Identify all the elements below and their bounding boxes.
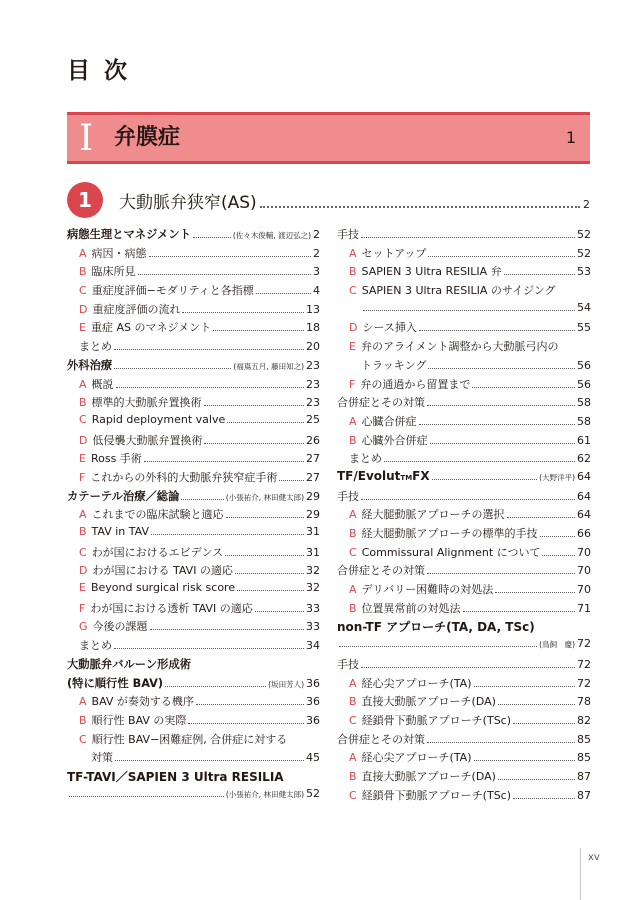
toc-entry[interactable]	[67, 282, 320, 301]
toc-entry-page: 36	[306, 713, 320, 727]
toc-entry-letter: F	[79, 470, 86, 484]
toc-entry[interactable]	[67, 432, 320, 451]
toc-entry-title: 経鎖骨下動脈アプローチ(TSc)	[361, 788, 512, 802]
toc-entry-page: 85	[577, 751, 591, 765]
toc-entry-letter: E	[79, 581, 86, 595]
toc-entry-author: (坂田芳人)	[268, 679, 304, 689]
toc-entry[interactable]	[337, 525, 591, 544]
toc-entry-title: 臨床所見	[91, 265, 136, 279]
toc-leader-dots	[361, 237, 575, 238]
toc-entry-title: わが国におけるエビデンス	[91, 545, 224, 559]
toc-entry[interactable]	[337, 338, 591, 357]
toc-entry-page: 29	[306, 489, 320, 503]
toc-entry-page: 23	[306, 358, 320, 372]
toc-entry-title: わが国における TAVI の適応	[92, 564, 233, 578]
toc-entry-page: 13	[306, 302, 320, 316]
toc-leader-dots	[495, 592, 575, 593]
toc-entry-title: まとめ	[79, 639, 112, 653]
toc-entry-title: セットアップ	[361, 246, 427, 260]
toc-entry-title: SAPIEN 3 Ultra RESILIA 弁	[361, 265, 502, 279]
toc-entry-page: 32	[306, 581, 320, 595]
toc-entry-title: これまでの臨床試験と適応	[91, 508, 224, 522]
toc-entry-title: まとめ	[349, 452, 382, 466]
toc-leader-dots	[115, 760, 304, 761]
toc-leader-dots	[542, 555, 575, 556]
toc-entry[interactable]	[67, 450, 320, 469]
toc-leader-dots	[384, 461, 575, 462]
toc-entry-title: 手技	[337, 489, 359, 503]
toc-entry[interactable]	[67, 675, 320, 694]
toc-entry-page: 71	[577, 601, 591, 615]
toc-leader-dots	[419, 330, 575, 331]
toc-entry[interactable]	[67, 600, 320, 619]
toc-entry[interactable]	[67, 394, 320, 413]
toc-entry-title: Ross 手術	[90, 452, 142, 466]
toc-entry-author: (佐々木俊輔, 渡辺弘之)	[232, 231, 311, 240]
toc-entry[interactable]	[67, 245, 320, 264]
toc-entry-page: 56	[577, 358, 591, 372]
toc-entry[interactable]	[67, 376, 320, 395]
toc-entry-page: 52	[577, 246, 591, 260]
toc-leader-dots	[165, 686, 266, 687]
toc-entry-page: 64	[577, 508, 591, 522]
toc-entry-title: 病態生理とマネジメント	[67, 228, 191, 241]
toc-leader-dots	[432, 479, 538, 480]
toc-leader-dots	[540, 536, 575, 537]
toc-entry[interactable]	[337, 618, 591, 637]
toc-entry-title: 順行性 BAV−困難症例, 合併症に対する	[91, 732, 288, 746]
toc-entry-title: 経心尖アプローチ(TA)	[361, 751, 472, 765]
toc-entry-title: 経心尖アプローチ(TA)	[361, 676, 472, 690]
toc-entry-letter: C	[349, 284, 357, 298]
chapter-page-number: 2	[583, 198, 590, 211]
toc-leader-dots	[225, 555, 304, 556]
toc-entry-title: シース挿入	[362, 321, 417, 335]
toc-entry-title: 心臓外合併症	[361, 433, 428, 447]
toc-entry-title: 直接大動脈アプローチ(DA)	[361, 769, 496, 783]
toc-entry[interactable]	[337, 413, 591, 432]
toc-leader-dots	[114, 368, 231, 369]
toc-entry-letter: C	[79, 545, 87, 559]
toc-entry-title: 手技	[337, 228, 359, 241]
toc-entry-title: 今後の課題	[92, 620, 148, 634]
toc-leader-dots	[116, 387, 304, 388]
toc-entry[interactable]	[337, 637, 591, 656]
toc-entry-title: Beyond surgical risk score	[90, 581, 236, 595]
chapter-heading	[67, 182, 590, 218]
toc-leader-dots	[150, 629, 304, 630]
toc-entry-letter: G	[79, 620, 88, 634]
toc-leader-dots	[256, 293, 311, 294]
toc-entry-title: 重症度評価の流れ	[92, 302, 181, 316]
toc-entry-title: まとめ	[79, 340, 112, 354]
toc-entry-page: 52	[306, 786, 320, 800]
toc-entry-page: 64	[577, 469, 591, 483]
toc-entry-letter: B	[349, 769, 357, 783]
toc-entry-letter: A	[79, 508, 87, 522]
toc-entry-page: 58	[577, 396, 591, 410]
toc-entry-author: (小張祐介, 林田健太郎)	[225, 789, 304, 799]
toc-entry-letter: B	[79, 525, 87, 538]
toc-entry-page: 20	[306, 340, 320, 354]
toc-entry-title: 経鎖骨下動脈アプローチ(TSc)	[361, 713, 512, 727]
toc-entry[interactable]	[67, 357, 320, 376]
toc-left-column	[67, 226, 320, 805]
toc-entry-title: (特に順行性 BAV)	[67, 676, 164, 690]
toc-leader-dots	[227, 422, 304, 423]
toc-leader-dots	[237, 590, 304, 591]
toc-entry-letter: C	[79, 412, 87, 426]
toc-entry-title: Rapid deployment valve	[91, 412, 226, 426]
toc-entry[interactable]	[67, 637, 320, 656]
toc-entry-letter: B	[349, 695, 357, 709]
toc-entry-letter: A	[349, 751, 357, 765]
toc-entry-title: TF-TAVI／SAPIEN 3 Ultra RESILIA	[67, 769, 284, 784]
toc-entry-letter: A	[349, 676, 357, 690]
toc-entry-title: デリバリー困難時の対処法	[361, 583, 494, 597]
toc-entry[interactable]	[67, 693, 320, 712]
toc-entry-page: 23	[306, 377, 320, 391]
toc-leader-dots	[279, 480, 304, 481]
toc-entry[interactable]	[337, 263, 591, 282]
toc-entry[interactable]	[67, 506, 320, 525]
toc-entry-page: 3	[313, 265, 320, 279]
toc-entry[interactable]	[337, 357, 591, 376]
toc-leader-dots	[226, 517, 304, 518]
toc-entry-title: 病因・病態	[91, 246, 147, 260]
toc-leader-dots	[428, 368, 575, 369]
footer-rule	[580, 848, 581, 900]
toc-leader-dots	[138, 274, 311, 275]
toc-entry[interactable]	[337, 245, 591, 264]
toc-entry-page: 2	[313, 228, 320, 241]
toc-leader-dots	[363, 310, 575, 311]
toc-entry-author: (小張祐介, 林田健太郎)	[225, 492, 304, 502]
toc-leader-dots	[188, 723, 304, 724]
toc-entry-letter: B	[79, 396, 87, 410]
toc-entry[interactable]	[67, 338, 320, 357]
toc-entry[interactable]	[67, 525, 320, 544]
toc-leader-dots	[507, 517, 575, 518]
toc-entry-title: Commissural Alignment について	[361, 545, 541, 559]
toc-entry-letter: D	[79, 564, 88, 578]
toc-entry-page: 70	[577, 583, 591, 597]
toc-entry-title: SAPIEN 3 Ultra RESILIA のサイジング	[361, 284, 556, 298]
toc-entry[interactable]	[337, 282, 591, 301]
toc-entry-title: TF/Evolut	[337, 468, 401, 483]
toc-entry[interactable]	[337, 226, 591, 245]
toc-entry-title: これからの外科的大動脈弁狭窄症手術	[90, 470, 278, 484]
toc-leader-dots	[255, 611, 304, 612]
toc-entry[interactable]	[337, 488, 591, 507]
toc-leader-dots	[69, 796, 224, 797]
toc-entry-page: 55	[577, 321, 591, 335]
toc-entry-title: 対策	[91, 751, 113, 765]
toc-entry[interactable]	[67, 731, 320, 750]
toc-entry-letter: A	[79, 377, 87, 391]
toc-entry-page: 31	[306, 525, 320, 538]
toc-leader-dots	[149, 256, 311, 257]
toc-entry-letter: B	[79, 265, 87, 279]
toc-leader-dots	[474, 686, 575, 687]
toc-entry-author: (福嶌五月, 藤田知之)	[233, 361, 304, 371]
toc-entry-title: 直接大動脈アプローチ(DA)	[361, 695, 496, 709]
toc-leader-dots	[182, 312, 304, 313]
toc-entry[interactable]	[67, 562, 320, 581]
toc-entry-page: 85	[577, 732, 591, 746]
toc-entry-page: 72	[577, 657, 591, 671]
toc-entry-letter: A	[349, 508, 357, 522]
toc-entry-title: わが国における透析 TAVI の適応	[90, 601, 253, 615]
toc-entry-page: 78	[577, 695, 591, 709]
toc-entry-page: 23	[306, 396, 320, 410]
toc-entry-page: 33	[306, 620, 320, 634]
toc-entry[interactable]	[67, 618, 320, 637]
toc-entry-page: 58	[577, 414, 591, 428]
toc-entry-title: 重症 AS のマネジメント	[90, 321, 212, 335]
toc-right-column	[337, 226, 591, 805]
toc-entry-title: 手技	[337, 657, 359, 671]
toc-entry-letter: A	[349, 583, 357, 597]
toc-leader-dots	[193, 237, 231, 238]
toc-entry-page: 72	[577, 676, 591, 690]
toc-entry[interactable]	[67, 544, 320, 563]
toc-entry-title: 経大腿動脈アプローチの選択	[361, 508, 505, 522]
toc-entry-page: 4	[313, 284, 320, 298]
toc-leader-dots	[498, 704, 575, 705]
toc-entry[interactable]	[67, 768, 320, 787]
toc-entry[interactable]	[337, 544, 591, 563]
chapter-number-badge: 1	[67, 182, 103, 218]
part-page-number: 1	[565, 128, 576, 147]
toc-entry[interactable]	[337, 469, 591, 488]
toc-entry-page: 64	[577, 489, 591, 503]
toc-entry[interactable]	[337, 562, 591, 581]
toc-entry-title: 合併症とその対策	[337, 396, 425, 410]
toc-leader-dots	[430, 443, 575, 444]
toc-entry-author: (大野洋平)	[539, 472, 575, 482]
toc-leader-dots	[513, 798, 575, 799]
toc-entry-title: 位置異常前の対処法	[361, 601, 461, 615]
toc-entry[interactable]	[67, 413, 320, 432]
toc-entry[interactable]	[337, 768, 591, 787]
toc-entry-title: 合併症とその対策	[337, 732, 425, 746]
toc-entry-page: 26	[306, 433, 320, 447]
toc-entry[interactable]	[337, 693, 591, 712]
toc-entry-page: 36	[306, 676, 320, 690]
toc-entry-letter: A	[79, 246, 87, 260]
toc-entry-letter: B	[79, 713, 87, 727]
toc-entry-letter: A	[349, 246, 357, 260]
toc-entry-page: 32	[306, 564, 320, 578]
footer-page-number: xv	[588, 852, 600, 863]
toc-entry-title: カテーテル治療／総論	[67, 489, 180, 503]
toc-entry-superscript: TM	[400, 473, 413, 482]
toc-entry-page: 27	[306, 470, 320, 484]
toc-entry-title: 合併症とその対策	[337, 564, 425, 578]
part-banner	[67, 112, 590, 164]
toc-entry[interactable]	[337, 787, 591, 806]
toc-leader-dots	[361, 499, 575, 500]
toc-entry-page: 25	[306, 412, 320, 426]
toc-entry-title: non-TF アプローチ(TA, DA, TSc)	[337, 620, 535, 635]
toc-entry-page: 87	[577, 788, 591, 802]
toc-leader-dots	[504, 274, 575, 275]
toc-leader-dots	[204, 443, 304, 444]
toc-entry[interactable]	[67, 712, 320, 731]
toc-entry[interactable]	[337, 731, 591, 750]
toc-entry[interactable]	[67, 581, 320, 600]
toc-entry-letter: C	[79, 284, 87, 298]
toc-entry-page: 27	[306, 452, 320, 466]
toc-entry-page: 18	[306, 321, 320, 335]
toc-entry[interactable]	[67, 226, 320, 245]
toc-leader-dots	[114, 648, 304, 649]
toc-leader-dots	[204, 405, 304, 406]
chapter-row[interactable]	[119, 188, 590, 213]
toc-entry-page: 36	[306, 695, 320, 709]
toc-leader-dots	[114, 349, 304, 350]
toc-entry-title: 大動脈弁バルーン形成術	[67, 657, 192, 671]
toc-leader-dots	[339, 646, 537, 647]
toc-entry-title: BAV が奏効する機序	[91, 695, 194, 709]
toc-entry[interactable]	[67, 749, 320, 768]
toc-entry-letter: E	[79, 452, 86, 466]
toc-entry-title: 標準的大動脈弁置換術	[91, 396, 202, 410]
toc-entry-page: 70	[577, 545, 591, 559]
toc-entry-letter: B	[349, 265, 357, 279]
toc-entry-letter: A	[349, 414, 357, 428]
toc-entry[interactable]	[337, 675, 591, 694]
toc-entry-page: 52	[577, 228, 591, 241]
toc-entry-letter: E	[349, 340, 356, 354]
toc-leader-dots	[419, 424, 575, 425]
toc-leader-dots	[427, 742, 575, 743]
toc-leader-dots	[213, 330, 304, 331]
toc-entry[interactable]	[67, 656, 320, 675]
toc-entry[interactable]	[67, 469, 320, 488]
toc-entry-page: 33	[306, 601, 320, 615]
toc-entry-title: 順行性 BAV の実際	[91, 713, 187, 727]
page-title: 目 次	[67, 58, 131, 84]
toc-entry-page: 66	[577, 527, 591, 540]
toc-entry-page: 29	[306, 508, 320, 522]
toc-entry-page: 56	[577, 377, 591, 391]
toc-entry[interactable]	[337, 301, 591, 320]
toc-entry-title: トラッキング	[361, 358, 427, 372]
toc-entry[interactable]	[67, 263, 320, 282]
toc-entry[interactable]	[67, 787, 320, 806]
toc-leader-dots	[472, 387, 575, 388]
toc-entry-page: 87	[577, 769, 591, 783]
toc-entry-page: 62	[577, 452, 591, 466]
toc-entry-author: (鳥飼 慶)	[539, 640, 575, 650]
toc-entry[interactable]	[337, 506, 591, 525]
toc-entry-page: 82	[577, 713, 591, 727]
toc-leader-dots	[474, 760, 575, 761]
toc-entry[interactable]	[337, 600, 591, 619]
chapter-title: 大動脈弁狭窄(AS)	[119, 193, 257, 213]
toc-entry[interactable]	[337, 712, 591, 731]
toc-entry-letter: F	[79, 601, 86, 615]
toc-entry-title: 低侵襲大動脈弁置換術	[92, 433, 203, 447]
part-title: 弁膜症	[114, 125, 181, 150]
toc-entry-page: 72	[577, 637, 591, 651]
toc-entry-letter: F	[349, 377, 356, 391]
toc-leader-dots	[361, 667, 575, 668]
toc-entry-letter: A	[79, 695, 87, 709]
toc-entry-letter: E	[79, 321, 86, 335]
toc-leader-dots	[463, 611, 575, 612]
toc-entry-title: 重症度評価−モダリティと各指標	[91, 284, 254, 298]
toc-leader-dots	[144, 461, 304, 462]
toc-entry-page: 54	[577, 300, 591, 314]
toc-entry-title: 外科治療	[67, 358, 113, 372]
toc-entry[interactable]	[337, 581, 591, 600]
toc-entry-page: 45	[306, 751, 320, 765]
toc-entry[interactable]	[67, 488, 320, 507]
toc-leader-dots	[427, 405, 575, 406]
toc-entry-title: 弁のアライメント調整から大動脈弓内の	[360, 340, 559, 354]
toc-entry-page: 53	[577, 265, 591, 279]
toc-entry[interactable]	[67, 319, 320, 338]
toc-entry-letter: B	[349, 433, 357, 447]
toc-entry-letter: C	[349, 545, 357, 559]
toc-entry[interactable]	[337, 656, 591, 675]
toc-entry-letter: D	[349, 321, 358, 335]
toc-entry-page: 61	[577, 433, 591, 447]
toc-entry[interactable]	[337, 432, 591, 451]
toc-entry[interactable]	[337, 394, 591, 413]
toc-entry-title: TAV in TAV	[91, 525, 149, 538]
toc-entry-page: 34	[306, 639, 320, 653]
toc-entry[interactable]	[337, 376, 591, 395]
toc-entry-page: 2	[313, 246, 320, 260]
toc-entry-title: 概説	[91, 377, 114, 391]
toc-entry-letter: C	[349, 713, 357, 727]
toc-leader-dots	[498, 779, 575, 780]
toc-entry[interactable]	[67, 301, 320, 320]
toc-entry-letter: D	[79, 302, 88, 316]
toc-entry-letter: C	[349, 788, 357, 802]
toc-leader-dots	[513, 723, 575, 724]
toc-leader-dots	[427, 573, 575, 574]
toc-leader-dots	[151, 534, 304, 535]
toc-entry-letter: D	[79, 433, 88, 447]
toc-entry-letter: B	[349, 601, 357, 615]
toc-leader-dots	[235, 573, 304, 574]
toc-entry[interactable]	[337, 319, 591, 338]
toc-entry-title: 心臓合併症	[361, 414, 417, 428]
toc-entry-letter: C	[79, 732, 87, 746]
part-numeral: I	[79, 118, 94, 159]
toc-entry-title: 経大腿動脈アプローチの標準的手技	[361, 527, 538, 540]
toc-entry-page: 70	[577, 564, 591, 578]
toc-entry-letter: B	[349, 527, 357, 540]
toc-entry-title-suffix: FX	[412, 468, 430, 483]
chapter-leader-dots	[260, 206, 580, 208]
toc-entry-title: 弁の通過から留置まで	[360, 377, 471, 391]
toc-leader-dots	[181, 499, 223, 500]
toc-entry[interactable]	[337, 749, 591, 768]
toc-entry[interactable]	[337, 450, 591, 469]
toc-leader-dots	[196, 704, 304, 705]
toc-leader-dots	[428, 256, 575, 257]
toc-entry-page: 31	[306, 545, 320, 559]
